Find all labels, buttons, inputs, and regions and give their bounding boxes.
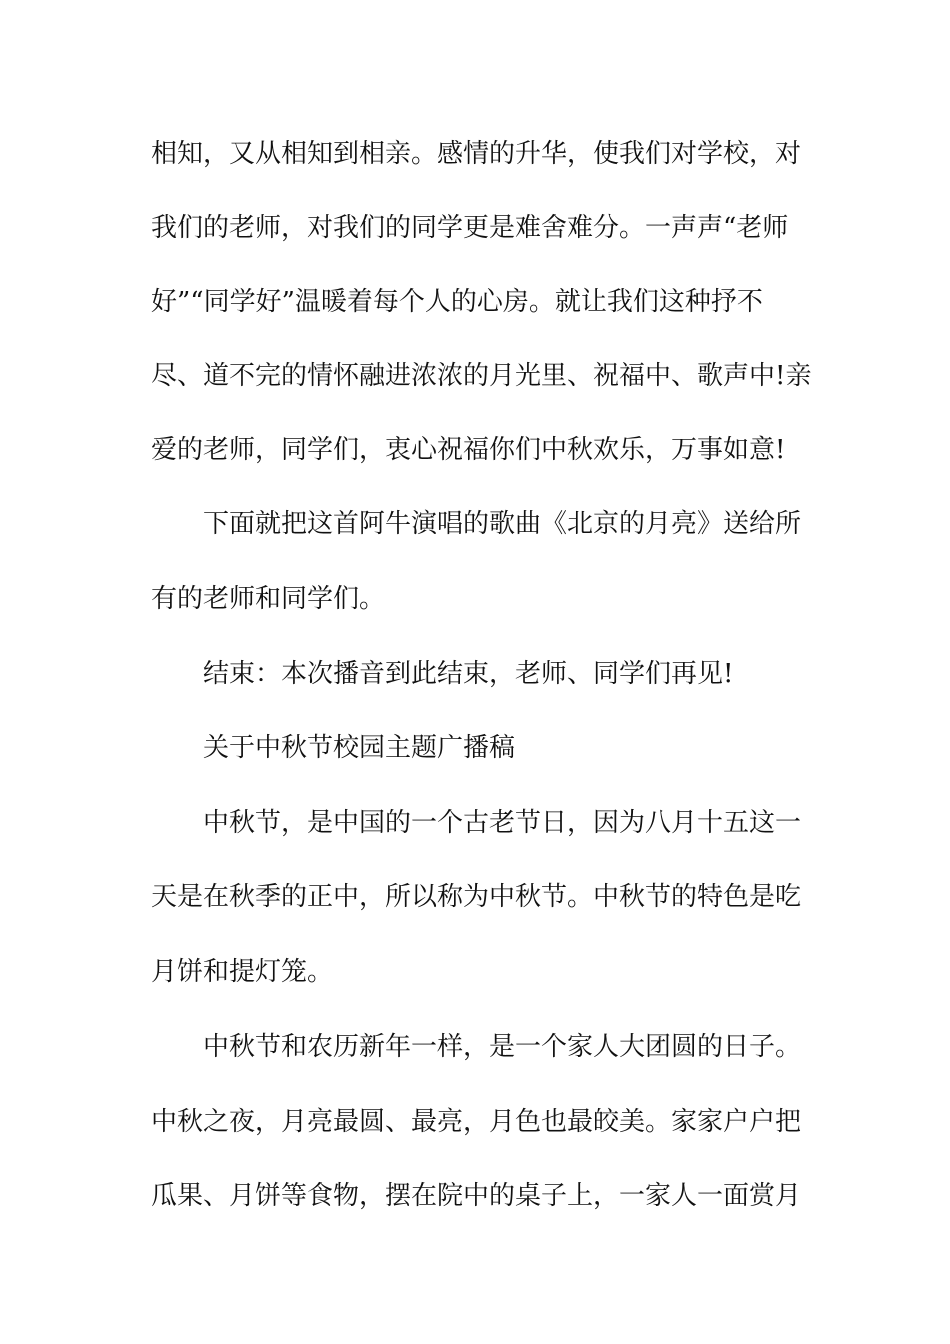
text-line-14: 中秋之夜，月亮最圆、最亮，月色也最皎美。家家户户把 (151, 1107, 802, 1137)
text-line-10: 中秋节，是中国的一个古老节日，因为八月十五这一 (203, 808, 802, 838)
text-line-3: 好”“同学好”温暖着每个人的心房。就让我们这种抒不 (151, 287, 763, 317)
text-line-4: 尽、道不完的情怀融进浓浓的月光里、祝福中、歌声中!亲 (151, 361, 811, 391)
text-line-7: 有的老师和同学们。 (151, 584, 386, 614)
section-heading: 关于中秋节校园主题广播稿 (203, 733, 516, 763)
text-line-15: 瓜果、月饼等食物，摆在院中的桌子上，一家人一面赏月 (151, 1181, 802, 1211)
text-line-6: 下面就把这首阿牛演唱的歌曲《北京的月亮》送给所 (203, 509, 802, 539)
text-line-8: 结束：本次播音到此结束，老师、同学们再见! (203, 659, 734, 689)
text-line-12: 月饼和提灯笼。 (151, 957, 334, 987)
text-line-2: 我们的老师，对我们的同学更是难舍难分。一声声“老师 (151, 213, 789, 243)
text-line-5: 爱的老师，同学们，衷心祝福你们中秋欢乐，万事如意! (151, 435, 786, 465)
text-line-11: 天是在秋季的正中，所以称为中秋节。中秋节的特色是吃 (151, 882, 802, 912)
text-line-13: 中秋节和农历新年一样，是一个家人大团圆的日子。 (203, 1032, 802, 1062)
text-line-1: 相知，又从相知到相亲。感情的升华，使我们对学校，对 (151, 139, 802, 169)
